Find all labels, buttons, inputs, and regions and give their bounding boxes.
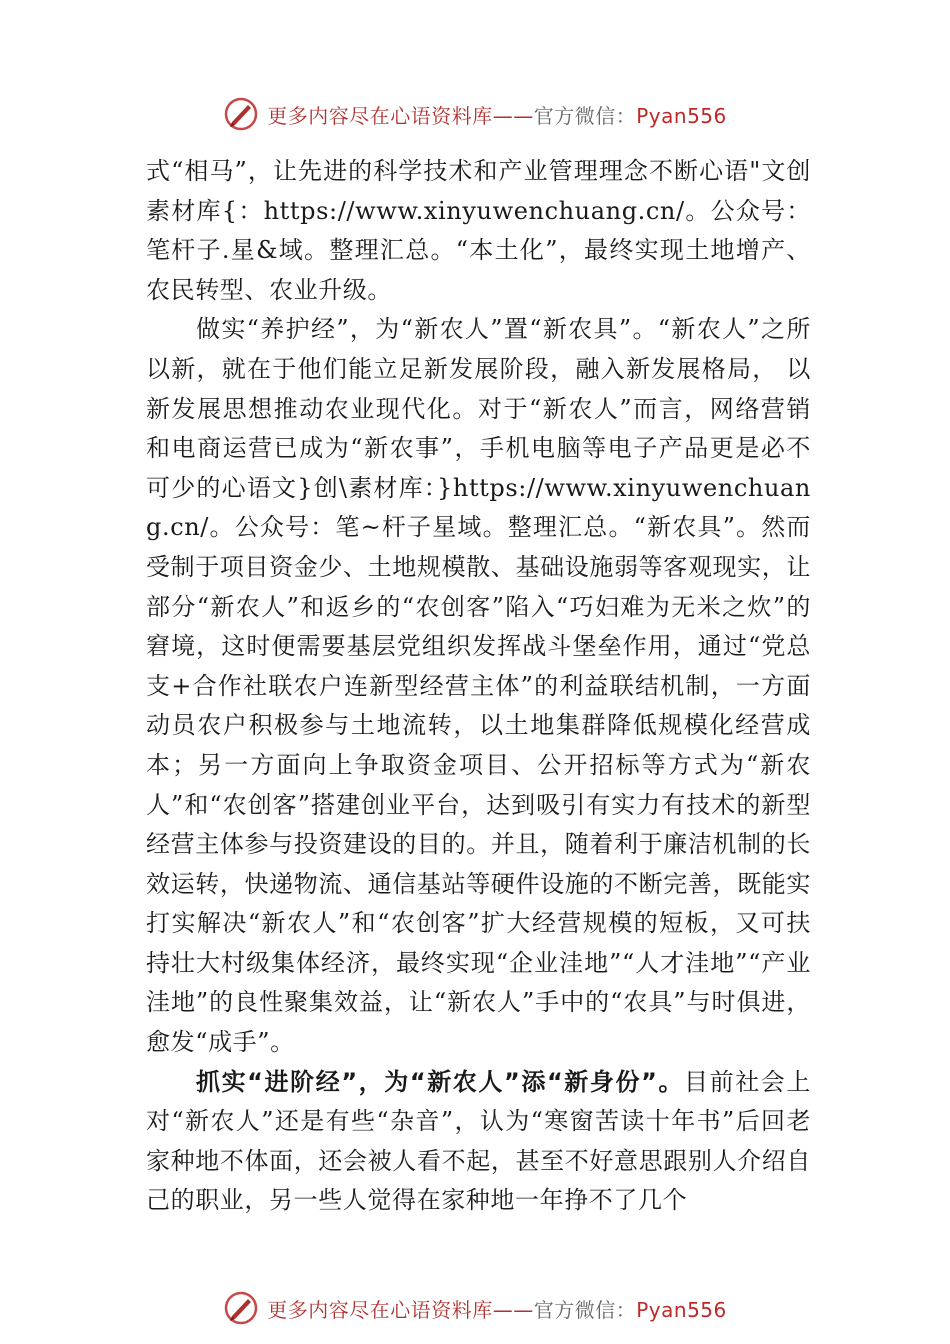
paragraph-3-text: 目前社会上对“新农人”还是有些“杂音”，认为“寒窗苦读十年书”后回老家种地不体面，还会被人看不起，甚至不好意思跟别人介绍自己的职业，另一些人觉得在家种地一年挣不了几个 [146, 1067, 811, 1215]
banner-text: 更多内容尽在心语资料库——官方微信：Pyan556 [267, 103, 727, 128]
banner-text: 更多内容尽在心语资料库——官方微信：Pyan556 [267, 1297, 727, 1322]
pen-seal-icon [223, 1290, 259, 1326]
paragraph-2: 做实“养护经”，为“新农人”置“新农具”。“新农人”之所以新，就在于他们能立足新发展阶段，融入新发展格局， 以新发展思想推动农业现代化。对于“新农人”而言，网络营销和电商运营已成为“新农事”，手机电脑等电子产品更是必不可少的心语文}创\素材库：}https://www.xinyuwenchuang.cn/。公众号：笔~杆子星域。整理汇总。“新农具”。然而受制于项目资金少、土地规模散、基础设施弱等客观现实，让部分“新农人”和返乡的“农创客”陷入“巧妇难为无米之炊”的窘境，这时便需要基层党组织发挥战斗堡垒作用，通过“党总支+合作社联农户连新型经营主体”的利益联结机制，一方面动员农户积极参与土地流转，以土地集群降低规模化经营成本；另一方面向上争取资金项目、公开招标等方式为“新农人”和“农创客”搭建创业平台，达到吸引有实力有技术的新型经营主体参与投资建设的目的。并且，随着利于廉洁机制的长效运转，快递物流、通信基站等硬件设施的不断完善，既能实打实解决“新农人”和“农创客”扩大经营规模的短板，又可扶持壮大村级集体经济，最终实现“企业洼地”“人才洼地”“产业洼地”的良性聚集效益，让“新农人”手中的“农具”与时俱进， 愈发“成手”。 [146, 315, 811, 1057]
header-banner [0, 94, 950, 134]
paragraph-3 [146, 1063, 811, 1221]
footer-banner [0, 1288, 950, 1328]
document-body [146, 152, 811, 1221]
paragraph-heading: 抓实“进阶经”，为“新农人”添“新身份”。 [196, 1067, 685, 1096]
pen-seal-icon [223, 96, 259, 132]
paragraph-1: 式“相马”，让先进的科学技术和产业管理理念不断心语"文创素材库{：https://www.xinyuwenchuang.cn/。公众号：笔杆子.星&域。整理汇总。“本土化”，最终实现土地增产、农民转型、农业升级。 [146, 157, 811, 304]
